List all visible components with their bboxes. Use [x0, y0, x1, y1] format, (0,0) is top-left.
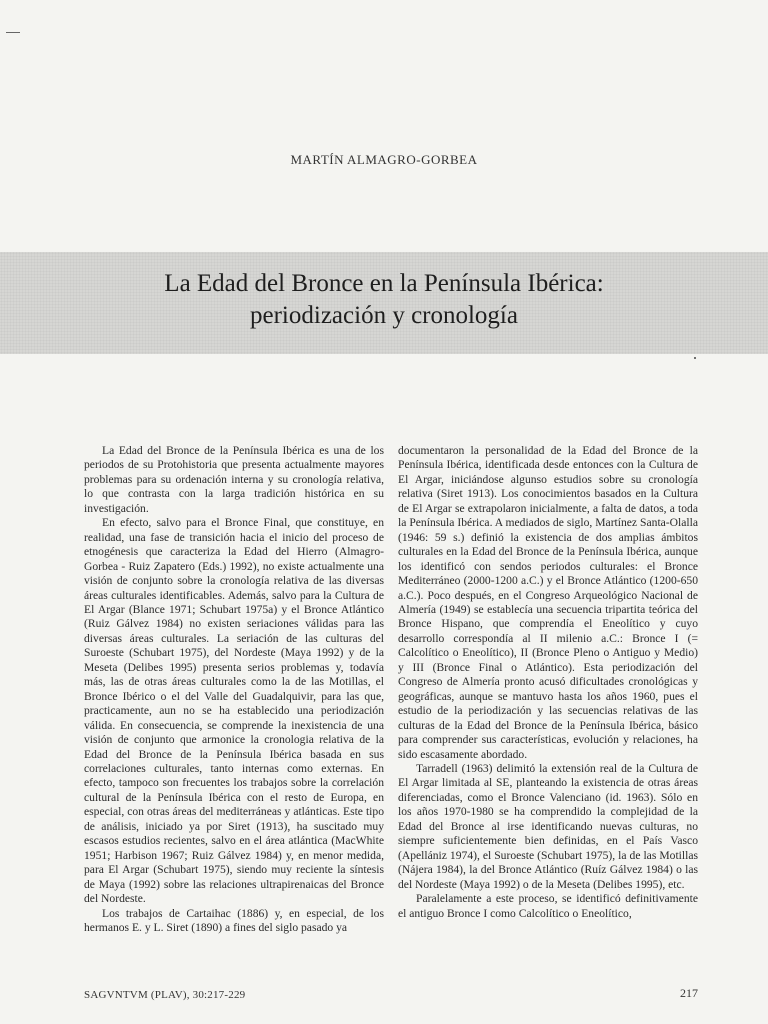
paragraph: Tarradell (1963) delimitó la extensión real de la Cultura de El Argar limitada al SE, planteando la existencia de otras áreas diferenciadas, como el Bronce Valenciano (id. 1963). Sólo en los años 1970-1980 se ha comprendido la complejidad de la Edad del Bronce al irse identificando nuevas culturas, no siempre suficientemente bien definidas, en el País Vasco (Apellániz 1974), el Suroeste (Schubart 1975), la de las Motillas (Nájera 1984), la del Bronce Atlántico (Ruíz Gálvez 1984) o las del Nordeste (Maya 1992) o de la Meseta (Delibes 1995), etc. [398, 761, 698, 891]
paragraph: La Edad del Bronce de la Península Ibérica es una de los periodos de su Protohistoria que presenta actualmente mayores problemas para su ordenación interna y su cronología relativa, lo que contrasta con la larga tradición histórica en su investigación. [84, 444, 384, 515]
left-column [84, 444, 384, 935]
right-column [398, 444, 698, 921]
paragraph: Los trabajos de Cartaihac (1886) y, en especial, de los hermanos E. y L. Siret (1890) a fines del siglo pasado ya [84, 906, 384, 934]
scan-dot [694, 357, 696, 359]
paragraph: En efecto, salvo para el Bronce Final, que constituye, en realidad, una fase de transición hacia el inicio del proceso de etnogénesis que caracteriza la Edad del Hierro (Almagro-Gorbea - Ruiz Zapatero (Eds.) 1992), no existe actualmente una visión de conjunto sobre la cronología relativa de las diversas áreas culturales identificables. Además, salvo para la Cultura de El Argar (Blance 1971; Schubart 1975a) y el Bronce Atlántico (Ruiz Gálvez 1984) no existen seriaciones válidas para las diversas áreas culturales. La seriación de las culturas del Suroeste (Schubart 1975), del Nordeste (Maya 1992) y de la Meseta (Delibes 1995) presenta serios problemas y, todavía más, las de otras áreas culturales como la de las Motillas, el Bronce Ibérico o el del Valle del Guadalquivir, para las que, practicamente, aun no se ha establecido una periodización válida. En consecuencia, se comprende la inexistencia de una visión de conjunto que armonice la cronologia relativa de la Edad del Bronce de la Península Ibérica basada en sus correlaciones culturales, tanto internas como externas. En efecto, tampoco son frecuentes los trabajos sobre la correlación cultural de la Península Ibérica con el resto de Europa, en especial, con otras áreas del mediterráneas y atlánticas. Este tipo de análisis, iniciado ya por Siret (1913), ha suscitado muy escasos estudios recientes, salvo en el área atlántica (MacWhite 1951; Harbison 1967; Ruiz Gálvez 1984) y, en menor medida, para El Argar (Schubart 1975), siendo muy reciente la síntesis de Maya (1992) sobre las relaciones ultrapirenaicas del Bronce del Nordeste. [84, 516, 384, 906]
author-name: MARTÍN ALMAGRO-GORBEA [290, 152, 478, 167]
page-number: 217 [680, 986, 698, 1000]
journal-reference: SAGVNTVM (PLAV), 30:217-229 [84, 989, 246, 1001]
paragraph: Paralelamente a este proceso, se identificó definitivamente el antiguo Bronce I como Calcolítico o Eneolítico, [398, 892, 698, 920]
scan-mark [6, 32, 20, 33]
article-title-line-1: La Edad del Bronce en la Península Ibérica: [164, 270, 604, 297]
article-title-line-2: periodización y cronología [250, 302, 518, 329]
paragraph-continuation: documentaron la personalidad de la Edad del Bronce de la Península Ibérica, identificada desde entonces con la Cultura de El Argar, iniciándose algunso estudios sobre su cronología relativa (Siret 1913). Los conocimientos basados en la Cultura de El Argar se extrapolaron inicialmente, a falta de datos, a toda la Península Ibérica. A mediados de siglo, Martínez Santa-Olalla (1946: 59 s.) definió la existencia de dos amplias ámbitos culturales en la Edad del Bronce de la Península Ibérica, aunque los identificó con sendos periodos culturales: el Bronce Mediterráneo (2000-1200 a.C.) y el Bronce Atlántico (1200-650 a.C.). Poco después, en el Congreso Arqueológico Nacional de Almería (1949) se establecía una secuencia tripartita teórica del Bronce Hispano, que comprendía el Eneolítico y cuyo desarrollo correspondía al II milenio a.C.: Bronce I (= Calcolítico o Eneolítico), II (Bronce Pleno o Antiguo y Medio) y III (Bronce Final o Atlántico). Esta periodización del Congreso de Almería pronto acusó dificultades cronológicas y geográficas, aunque se mantuvo hasta los años 1960, pues el estudio de la periodización y las secuencias relativas de las culturas de la Edad del Bronce de la Península Ibérica, básico para comprender sus características, evolución y relaciones, ha sido escasamente abordado. [398, 444, 698, 761]
